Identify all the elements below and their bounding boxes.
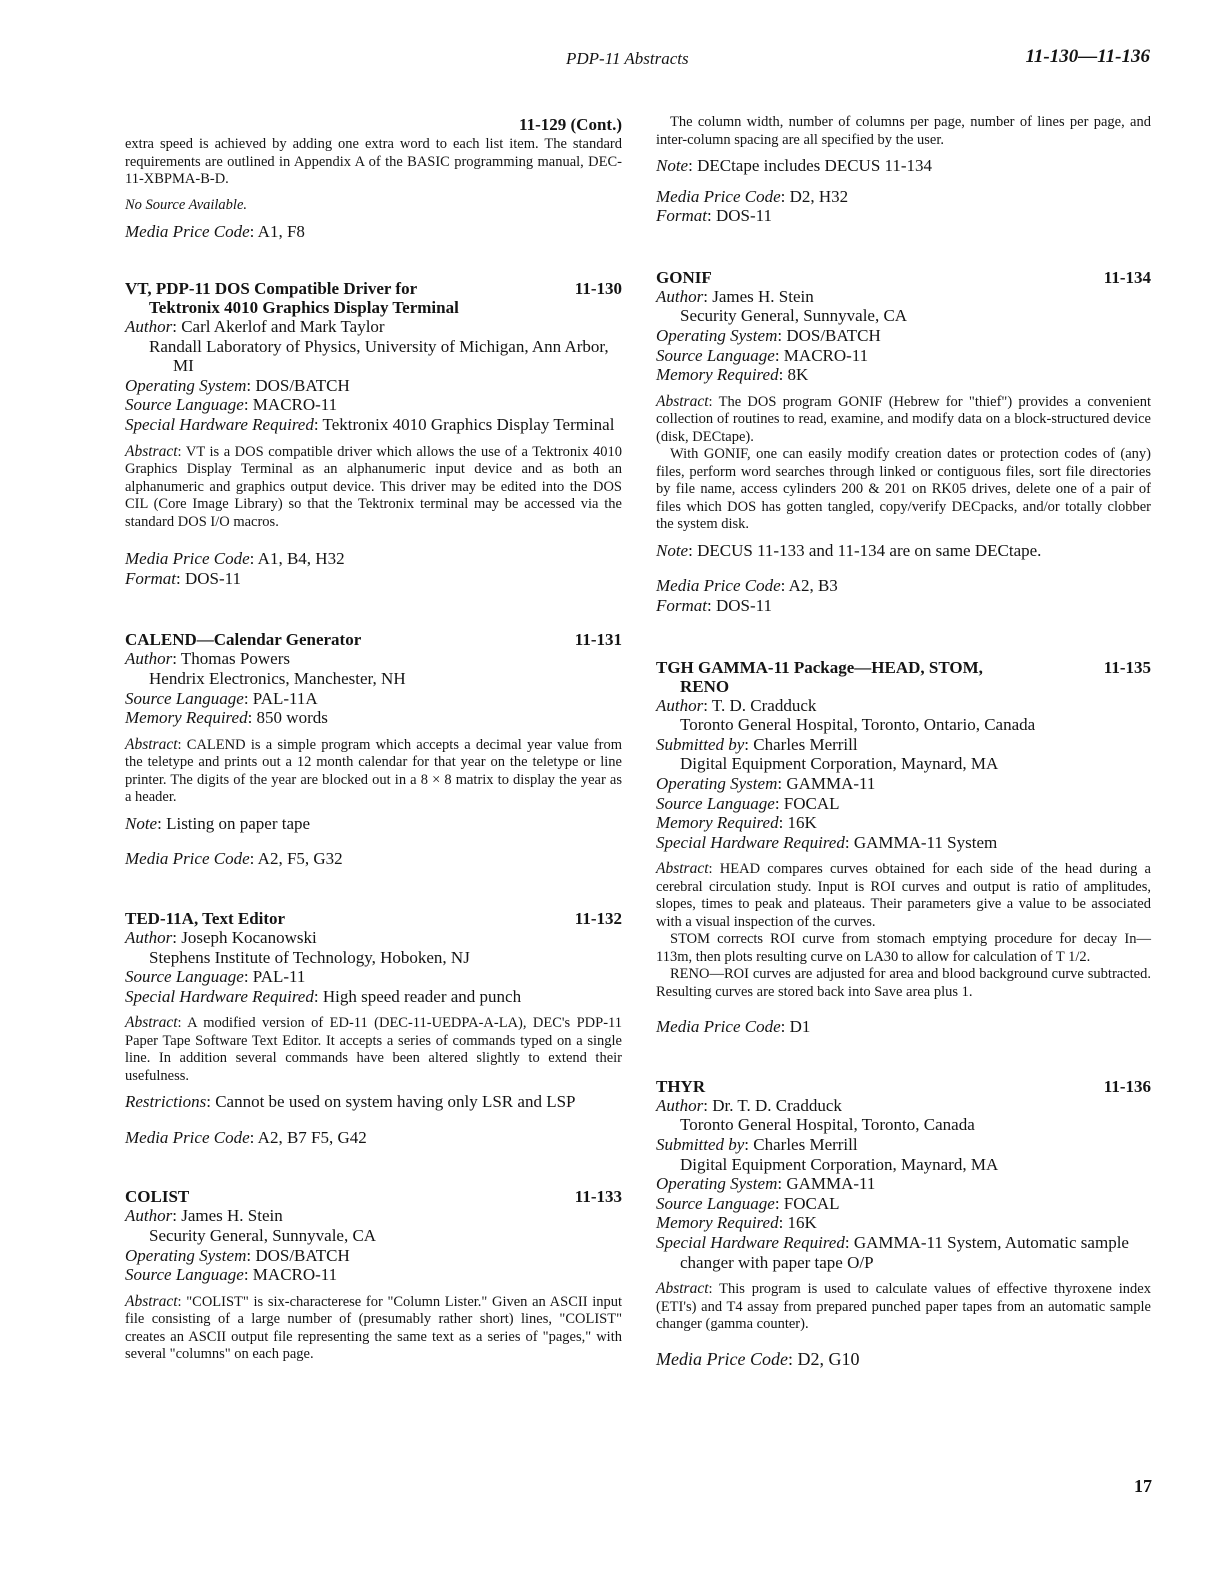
entry-number: 11-135 bbox=[1103, 657, 1151, 677]
source-language: Source Language: PAL-11 bbox=[125, 967, 306, 987]
operating-system: Operating System: DOS/BATCH bbox=[656, 325, 881, 345]
restrictions: Restrictions: Cannot be used on system having only LSR and LSP bbox=[125, 1092, 576, 1112]
source-language: Source Language: PAL-11A bbox=[125, 688, 318, 708]
entry-11-130 bbox=[125, 279, 622, 588]
author: Author: Carl Akerlof and Mark Taylor bbox=[125, 317, 385, 337]
affiliation: Randall Laboratory of Physics, University of Michigan, Ann Arbor, MI bbox=[149, 336, 609, 376]
special-hardware: Special Hardware Required: GAMMA-11 System, Automatic sample changer with paper tape O/P bbox=[656, 1233, 1129, 1272]
note: Note: DECtape includes DECUS 11-134 bbox=[656, 156, 933, 175]
submitted-by: Submitted by: Charles Merrill bbox=[656, 734, 858, 754]
right-column bbox=[656, 114, 1151, 1369]
affiliation: Security General, Sunnyvale, CA bbox=[149, 1226, 377, 1246]
entry-number: 11-130 bbox=[574, 279, 622, 299]
entry-title: COLIST bbox=[125, 1187, 190, 1207]
author: Author: T. D. Cradduck bbox=[656, 695, 817, 715]
format: Format: DOS-11 bbox=[656, 206, 773, 226]
author: Author: Joseph Kocanowski bbox=[125, 927, 317, 947]
entry-11-135 bbox=[656, 658, 1151, 1037]
affiliation: Toronto General Hospital, Toronto, Canada bbox=[680, 1115, 975, 1135]
media-price-code: Media Price Code: A2, F5, G32 bbox=[125, 849, 343, 869]
abstract: Abstract: The DOS program GONIF (Hebrew for "thief") provides a convenient collection of routines to read, examine, and modify data on a block-structured device (disk, DECtape). With GONIF, one can easily modify creation dates or protection codes of (any) files, perform word searches through linked or contiguous files, sort file directories by file name, access cylinders 200 & 201 on RK05 drives, delete one of a pair of files which DOS has gotten tangled, copy/verify DECpacks, and/or totally clobber the system disk. bbox=[656, 392, 1151, 533]
operating-system: Operating System: GAMMA-11 bbox=[656, 773, 876, 793]
entry-header bbox=[656, 268, 1151, 287]
source-language: Source Language: FOCAL bbox=[656, 793, 840, 813]
submitter-affiliation: Digital Equipment Corporation, Maynard, MA bbox=[680, 754, 999, 774]
memory-required: Memory Required: 8K bbox=[656, 365, 809, 385]
entry-title: GONIF bbox=[656, 267, 712, 287]
affiliation: Stephens Institute of Technology, Hoboken, NJ bbox=[149, 947, 470, 967]
entry-title: TED-11A, Text Editor bbox=[125, 908, 286, 928]
author: Author: Thomas Powers bbox=[125, 649, 290, 669]
affiliation: Hendrix Electronics, Manchester, NH bbox=[149, 668, 406, 688]
media-price-code: Media Price Code: A1, B4, H32 bbox=[125, 549, 345, 569]
special-hardware: Special Hardware Required: Tektronix 4010 Graphics Display Terminal bbox=[125, 415, 615, 435]
abstract: Abstract: CALEND is a simple program which accepts a decimal year value from the teletype and prints out a 12 month calendar for that year on the teletype or line printer. The digits of the year are blocked out in a 8 × 8 matrix to display the year as a header. bbox=[125, 735, 622, 806]
special-hardware: Special Hardware Required: High speed reader and punch bbox=[125, 986, 522, 1006]
entry-number: 11-134 bbox=[1103, 267, 1151, 287]
entry-title: CALEND—Calendar Generator bbox=[125, 630, 362, 650]
entry-11-132 bbox=[125, 909, 622, 1148]
entry-11-131 bbox=[125, 630, 622, 869]
page-number: 17 bbox=[1134, 1476, 1152, 1496]
entry-title: VT, PDP-11 DOS Compatible Driver for Tektronix 4010 Graphics Display Terminal bbox=[125, 279, 459, 318]
abstract: Abstract: VT is a DOS compatible driver which allows the use of a Tektronix 4010 Graphics Display Terminal as an alphanumeric input device and as both an alphanumeric and graphics output device. This driver may be edited into the DOS CIL (Core Image Library) so that the Tektronix terminal may be accessed via the standard DOS I/O macros. bbox=[125, 442, 622, 530]
entry-header bbox=[656, 658, 1151, 696]
media-price-code: Media Price Code: D2, H32 bbox=[656, 186, 849, 206]
media-price-code: Media Price Code: A1, F8 bbox=[125, 221, 305, 241]
abstract: Abstract: A modified version of ED-11 (DEC-11-UEDPA-A-LA), DEC's PDP-11 Paper Tape Software Text Editor. It accepts a series of commands typed on a single line. In addition several commands have been altered slightly to extend their usefulness. bbox=[125, 1014, 622, 1084]
format: Format: DOS-11 bbox=[656, 595, 773, 615]
operating-system: Operating System: DOS/BATCH bbox=[125, 1245, 350, 1265]
entry-title: TGH GAMMA-11 Package—HEAD, STOM, RENO bbox=[656, 657, 983, 696]
entry-11-129-cont bbox=[125, 114, 622, 241]
format: Format: DOS-11 bbox=[125, 568, 242, 588]
no-source-note: No Source Available. bbox=[125, 196, 248, 213]
entry-header bbox=[125, 1187, 622, 1206]
memory-required: Memory Required: 16K bbox=[656, 1213, 817, 1233]
memory-required: Memory Required: 850 words bbox=[125, 708, 328, 728]
entry-header bbox=[125, 279, 622, 317]
entry-11-134 bbox=[656, 268, 1151, 616]
entry-title: THYR bbox=[656, 1076, 706, 1096]
media-price-code: Media Price Code: A2, B7 F5, G42 bbox=[125, 1127, 367, 1147]
source-language: Source Language: MACRO-11 bbox=[125, 1265, 338, 1285]
entry-11-136 bbox=[656, 1077, 1151, 1369]
operating-system: Operating System: GAMMA-11 bbox=[656, 1174, 876, 1194]
entry-number: 11-132 bbox=[574, 908, 622, 928]
entry-11-133 bbox=[125, 1187, 622, 1363]
entry-number: 11-133 bbox=[574, 1187, 622, 1207]
note: Note: DECUS 11-133 and 11-134 are on same DECtape. bbox=[656, 540, 1042, 560]
running-head-range: 11-130—11-136 bbox=[1025, 46, 1150, 67]
abstract: Abstract: "COLIST" is six-characterese for "Column Lister." Given an ASCII input file consisting of a large number of (presumably rather short) lines, "COLIST" creates an ASCII output file representing the same text as a series of "pages," with several "columns" on each page. bbox=[125, 1292, 622, 1363]
operating-system: Operating System: DOS/BATCH bbox=[125, 375, 350, 395]
media-price-code: Media Price Code: D2, G10 bbox=[656, 1348, 860, 1369]
entry-header bbox=[125, 630, 622, 649]
entry-number: 11-136 bbox=[1103, 1076, 1151, 1096]
left-column bbox=[125, 114, 622, 1364]
special-hardware: Special Hardware Required: GAMMA-11 System bbox=[656, 832, 998, 852]
submitted-by: Submitted by: Charles Merrill bbox=[656, 1135, 858, 1155]
entry-11-133-cont bbox=[656, 114, 1151, 226]
author: Author: Dr. T. D. Cradduck bbox=[656, 1095, 842, 1115]
running-head-title: PDP-11 Abstracts bbox=[566, 49, 689, 68]
media-price-code: Media Price Code: A2, B3 bbox=[656, 576, 838, 596]
entry-header bbox=[125, 909, 622, 928]
abstract: Abstract: This program is used to calculate values of effective thyroxene index (ETI's) and T4 assay from prepared punched paper tapes from an automatic sample changer (gamma counter). bbox=[656, 1280, 1151, 1333]
entry-number: 11-131 bbox=[574, 630, 622, 650]
abstract-continued: The column width, number of columns per page, number of lines per page, and inter-column spacing are all specified by the user. bbox=[656, 114, 1151, 148]
author: Author: James H. Stein bbox=[125, 1206, 283, 1226]
running-head bbox=[0, 46, 1224, 72]
source-language: Source Language: FOCAL bbox=[656, 1193, 840, 1213]
author: Author: James H. Stein bbox=[656, 286, 814, 306]
submitter-affiliation: Digital Equipment Corporation, Maynard, MA bbox=[680, 1154, 999, 1174]
entry-header bbox=[656, 1077, 1151, 1096]
source-language: Source Language: MACRO-11 bbox=[656, 345, 869, 365]
media-price-code: Media Price Code: D1 bbox=[656, 1017, 811, 1037]
continuation-text: extra speed is achieved by adding one extra word to each list item. The standard requirements are outlined in Appendix A of the BASIC programming manual, DEC-11-XBPMA-B-D. bbox=[125, 136, 622, 187]
abstract: Abstract: HEAD compares curves obtained for each side of the head during a cerebral circulation study. Input is ROI curves and output is ratio of amplitudes, slopes, times to peak and plateaus. Their parameters give a value to be associated with a visual inspection of the curves. STOM corrects ROI curve from stomach emptying procedure for decay In—113m, then plots resulting curve on LA30 to allow for calculation of T 1/2. RENO—ROI curves are adjusted for area and blood background curve subtracted. Resulting curves are stored back into Save area plus 1. bbox=[656, 860, 1151, 1000]
note: Note: Listing on paper tape bbox=[125, 813, 311, 833]
affiliation: Security General, Sunnyvale, CA bbox=[680, 306, 908, 326]
entry-number: 11-129 (Cont.) bbox=[519, 115, 622, 134]
affiliation: Toronto General Hospital, Toronto, Ontario, Canada bbox=[680, 715, 1036, 735]
memory-required: Memory Required: 16K bbox=[656, 813, 817, 833]
source-language: Source Language: MACRO-11 bbox=[125, 395, 338, 415]
